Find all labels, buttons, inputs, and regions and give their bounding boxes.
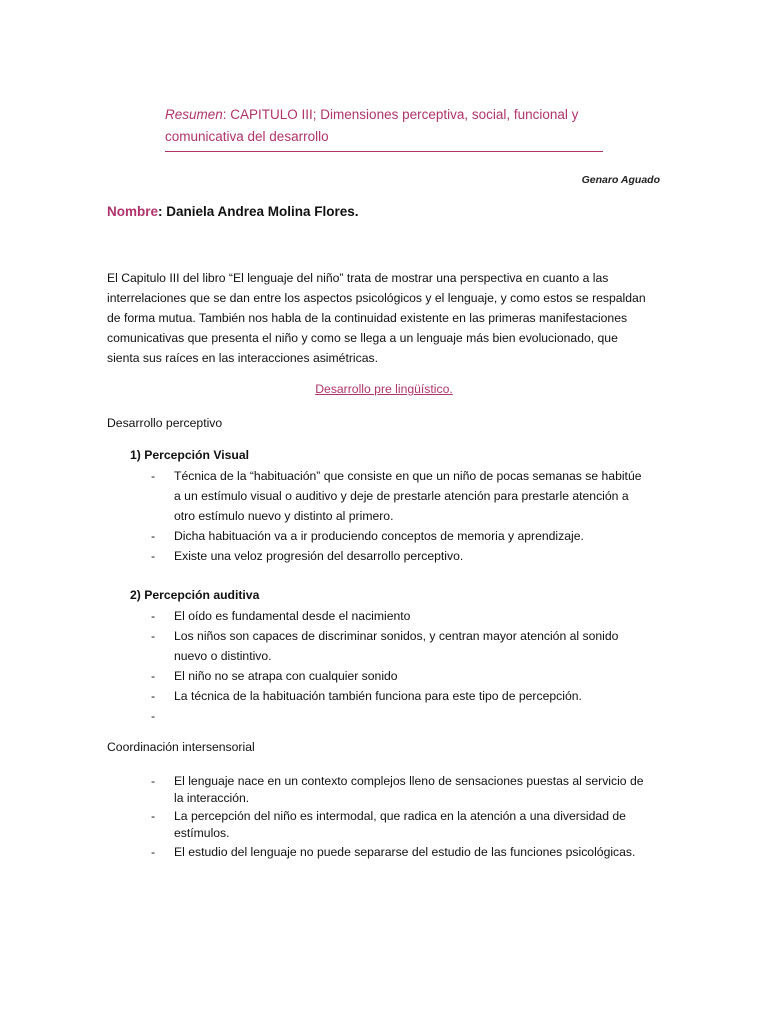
list-item-text: estímulos. — [174, 826, 230, 840]
list-item-text: Dicha habituación va a ir produciendo conceptos de memoria y aprendizaje. — [174, 529, 584, 543]
list-item-text: El niño no se atrapa con cualquier sonido — [174, 669, 398, 683]
subheading — [0, 382, 768, 396]
student-name-line — [107, 204, 359, 219]
bullet-dash: - — [151, 845, 156, 859]
title-line-1 — [165, 104, 605, 126]
intro-line: interrelaciones que se dan entre los aspectos psicológicos y el lenguaje, y como estos se respaldan — [107, 291, 646, 305]
intro-line: de forma mutua. También nos habla de la continuidad existente en las primeras manifestaciones — [107, 311, 628, 325]
list-item-text: a un estímulo visual o auditivo y deje de prestarle atención para prestarle atención a — [174, 489, 629, 503]
list-item-text: El oído es fundamental desde el nacimiento — [174, 609, 411, 623]
section-heading-perceptivo: Desarrollo perceptivo — [107, 416, 223, 430]
name-value: : Daniela Andrea Molina Flores. — [158, 204, 359, 219]
title-underline — [165, 151, 603, 152]
subsection-heading-auditiva: 2) Percepción auditiva — [130, 588, 260, 602]
list-item-text: La percepción del niño es intermodal, que radica en la atención a una diversidad de — [174, 809, 626, 823]
list-item-text: nuevo o distintivo. — [174, 649, 272, 663]
author-name: Genaro Aguado — [581, 174, 660, 186]
list-item-text: Técnica de la “habituación” que consiste en que un niño de pocas semanas se habitúe — [174, 469, 642, 483]
bullet-dash: - — [151, 549, 156, 563]
bullet-dash: - — [151, 469, 156, 483]
subsection-heading-visual: 1) Percepción Visual — [130, 448, 249, 462]
title-italic-prefix: Resumen — [165, 107, 223, 122]
bullet-dash: - — [151, 629, 156, 643]
title-line-1-rest: : CAPITULO III; Dimensiones perceptiva, social, funcional y — [222, 107, 579, 122]
list-item-text: El lenguaje nace en un contexto complejos lleno de sensaciones puestas al servicio de — [174, 774, 644, 788]
bullet-dash: - — [151, 709, 156, 723]
bullet-dash: - — [151, 529, 156, 543]
intro-line: El Capitulo III del libro “El lenguaje del niño” trata de mostrar una perspectiva en cuanto a las — [107, 271, 609, 285]
bullet-dash: - — [151, 689, 156, 703]
list-item-text: la interacción. — [174, 791, 250, 805]
bullet-dash: - — [151, 669, 156, 683]
bullet-dash: - — [151, 809, 156, 823]
subheading-text: Desarrollo pre lingüístico. — [315, 382, 453, 396]
intro-paragraph — [107, 268, 662, 368]
list-item-text: El estudio del lenguaje no puede separarse del estudio de las funciones psicológicas. — [174, 845, 636, 859]
list-item-text: Existe una veloz progresión del desarrollo perceptivo. — [174, 549, 464, 563]
list-item-text: otro estímulo nuevo y distinto al primero. — [174, 509, 394, 523]
document-title — [165, 104, 605, 148]
list-item-text: Los niños son capaces de discriminar sonidos, y centran mayor atención al sonido — [174, 629, 619, 643]
list-item-text: La técnica de la habituación también funciona para este tipo de percepción. — [174, 689, 582, 703]
bullet-dash: - — [151, 774, 156, 788]
title-line-2: comunicativa del desarrollo — [165, 129, 329, 144]
name-label: Nombre — [107, 204, 159, 219]
intro-line: comunicativas que presenta el niño y como se llega a un lenguaje más bien evolucionado, que — [107, 331, 618, 345]
intro-line: sienta sus raíces en las interacciones asimétricas. — [107, 351, 378, 365]
bullet-dash: - — [151, 609, 156, 623]
section-heading-intersensorial: Coordinación intersensorial — [107, 740, 255, 754]
